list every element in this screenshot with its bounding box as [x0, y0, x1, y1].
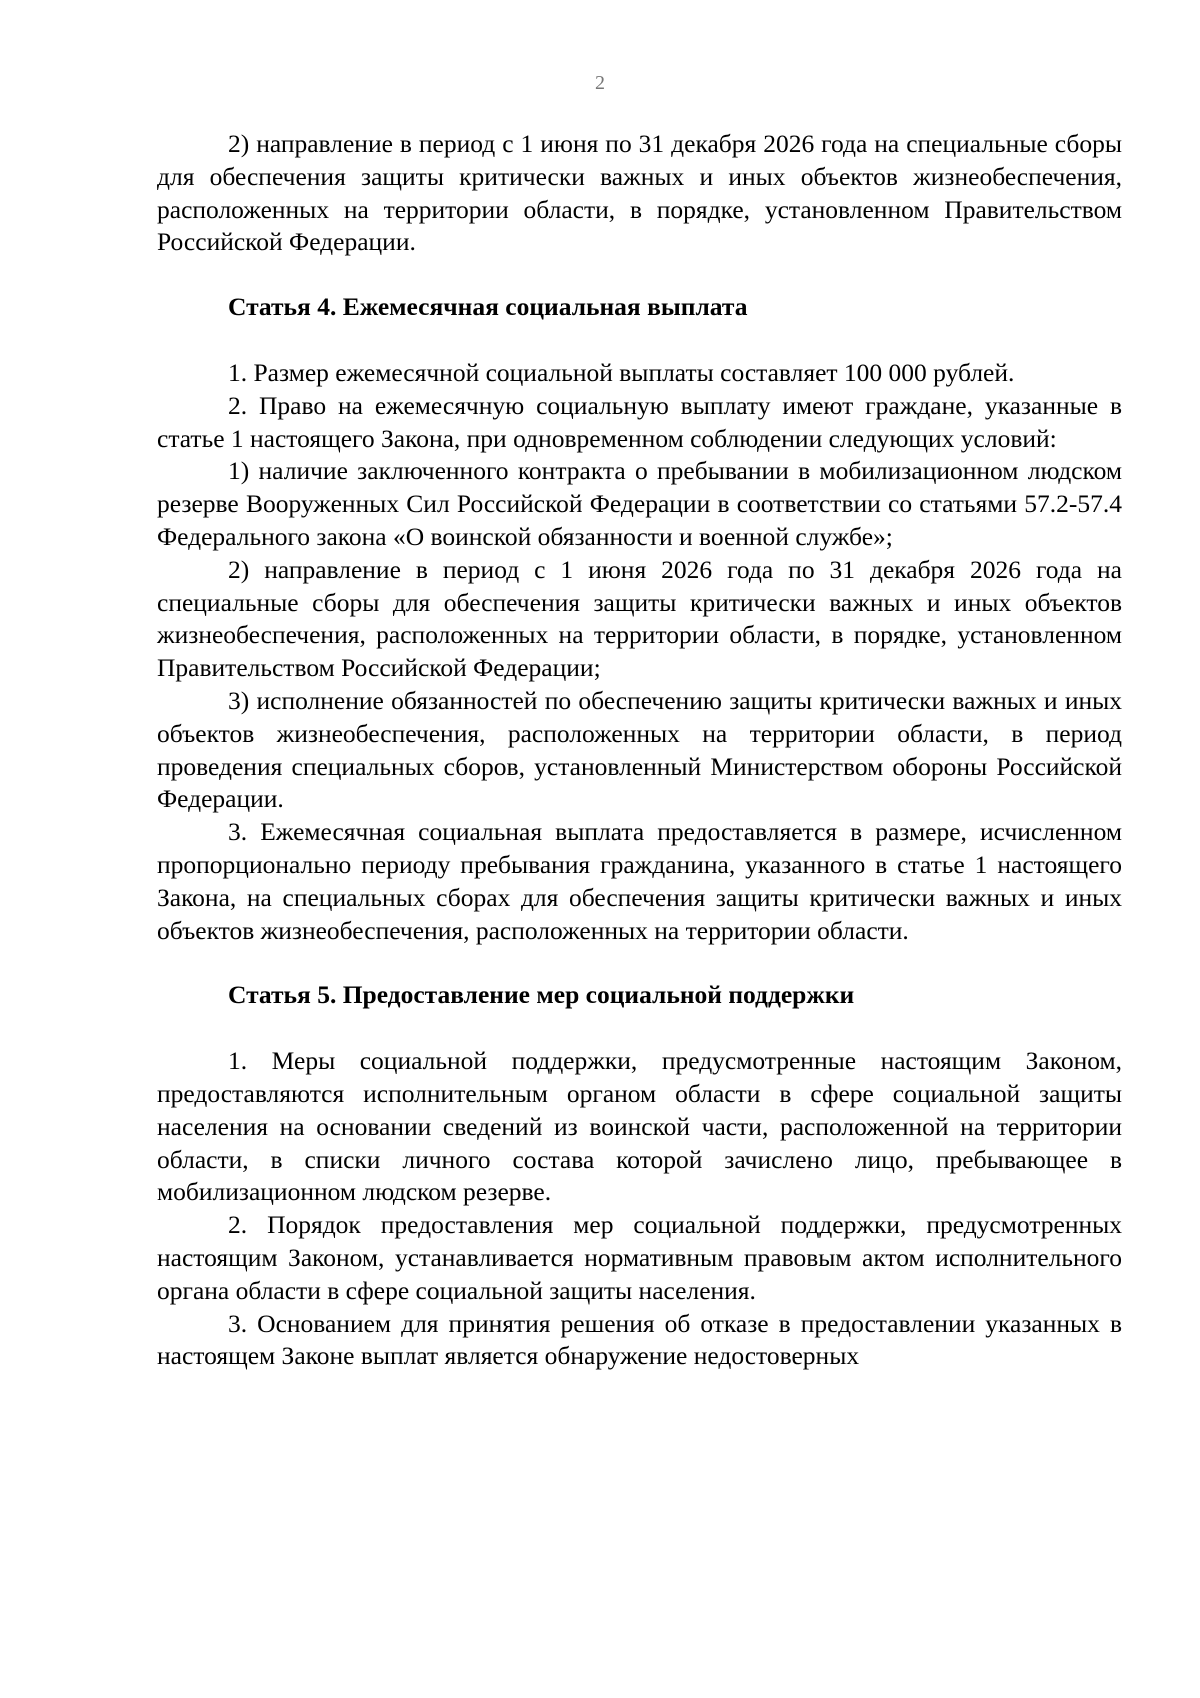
- document-body: [157, 128, 1122, 1373]
- paragraph: 3. Основанием для принятия решения об отказе в предоставлении указанных в настоящем Законе выплат является обнаружение недостоверных: [157, 1308, 1122, 1371]
- paragraph: 2) направление в период с 1 июня 2026 года по 31 декабря 2026 года на специальные сборы для обеспечения защиты критически важных и иных объектов жизнеобеспечения, расположенных на территории области, в порядке, установленном Правительством Российской Федерации;: [157, 554, 1122, 683]
- spacer: [157, 259, 1122, 291]
- paragraph: 3. Ежемесячная социальная выплата предоставляется в размере, исчисленном пропорционально периоду пребывания гражданина, указанного в статье 1 настоящего Закона, на специальных сборах для обеспечения защиты критически важных и иных объектов жизнеобеспечения, расположенных на территории области.: [157, 817, 1122, 945]
- spacer: [157, 324, 1122, 357]
- spacer: [157, 947, 1122, 979]
- spacer: [157, 1012, 1122, 1045]
- article-4-heading: Статья 4. Ежемесячная социальная выплата: [228, 292, 748, 322]
- paragraph: 1) наличие заключенного контракта о пребывании в мобилизационном людском резерве Вооруженных Сил Российской Федерации в соответствии со статьями 57.2-57.4 Федерального закона «О воинской обязанности и военной службе»;: [157, 456, 1122, 551]
- paragraph: 1. Меры социальной поддержки, предусмотренные настоящим Законом, предоставляются исполнительным органом области в сфере социальной защиты населения на основании сведений из воинской части, расположенной на территории области, в списки личного состава которой зачислено лицо, пребывающее в мобилизационном людском резерве.: [157, 1046, 1122, 1207]
- paragraph: 2. Право на ежемесячную социальную выплату имеют граждане, указанные в статье 1 настоящего Закона, при одновременном соблюдении следующих условий:: [157, 390, 1122, 453]
- paragraph: 1. Размер ежемесячной социальной выплаты составляет 100 000 рублей.: [228, 357, 1015, 387]
- paragraph: 3) исполнение обязанностей по обеспечению защиты критически важных и иных объектов жизнеобеспечения, расположенных на территории области, в период проведения специальных сборов, установленный Министерством обороны Российской Федерации.: [157, 685, 1122, 814]
- article-5-heading: Статья 5. Предоставление мер социальной поддержки: [228, 980, 855, 1010]
- paragraph: 2. Порядок предоставления мер социальной поддержки, предусмотренных настоящим Законом, устанавливается нормативным правовым актом исполнительного органа области в сфере социальной защиты населения.: [157, 1210, 1122, 1305]
- paragraph: 2) направление в период с 1 июня по 31 декабря 2026 года на специальные сборы для обеспечения защиты критически важных и иных объектов жизнеобеспечения, расположенных на территории области, в порядке, установленном Правительством Российской Федерации.: [157, 129, 1122, 257]
- page-number: 2: [595, 72, 605, 94]
